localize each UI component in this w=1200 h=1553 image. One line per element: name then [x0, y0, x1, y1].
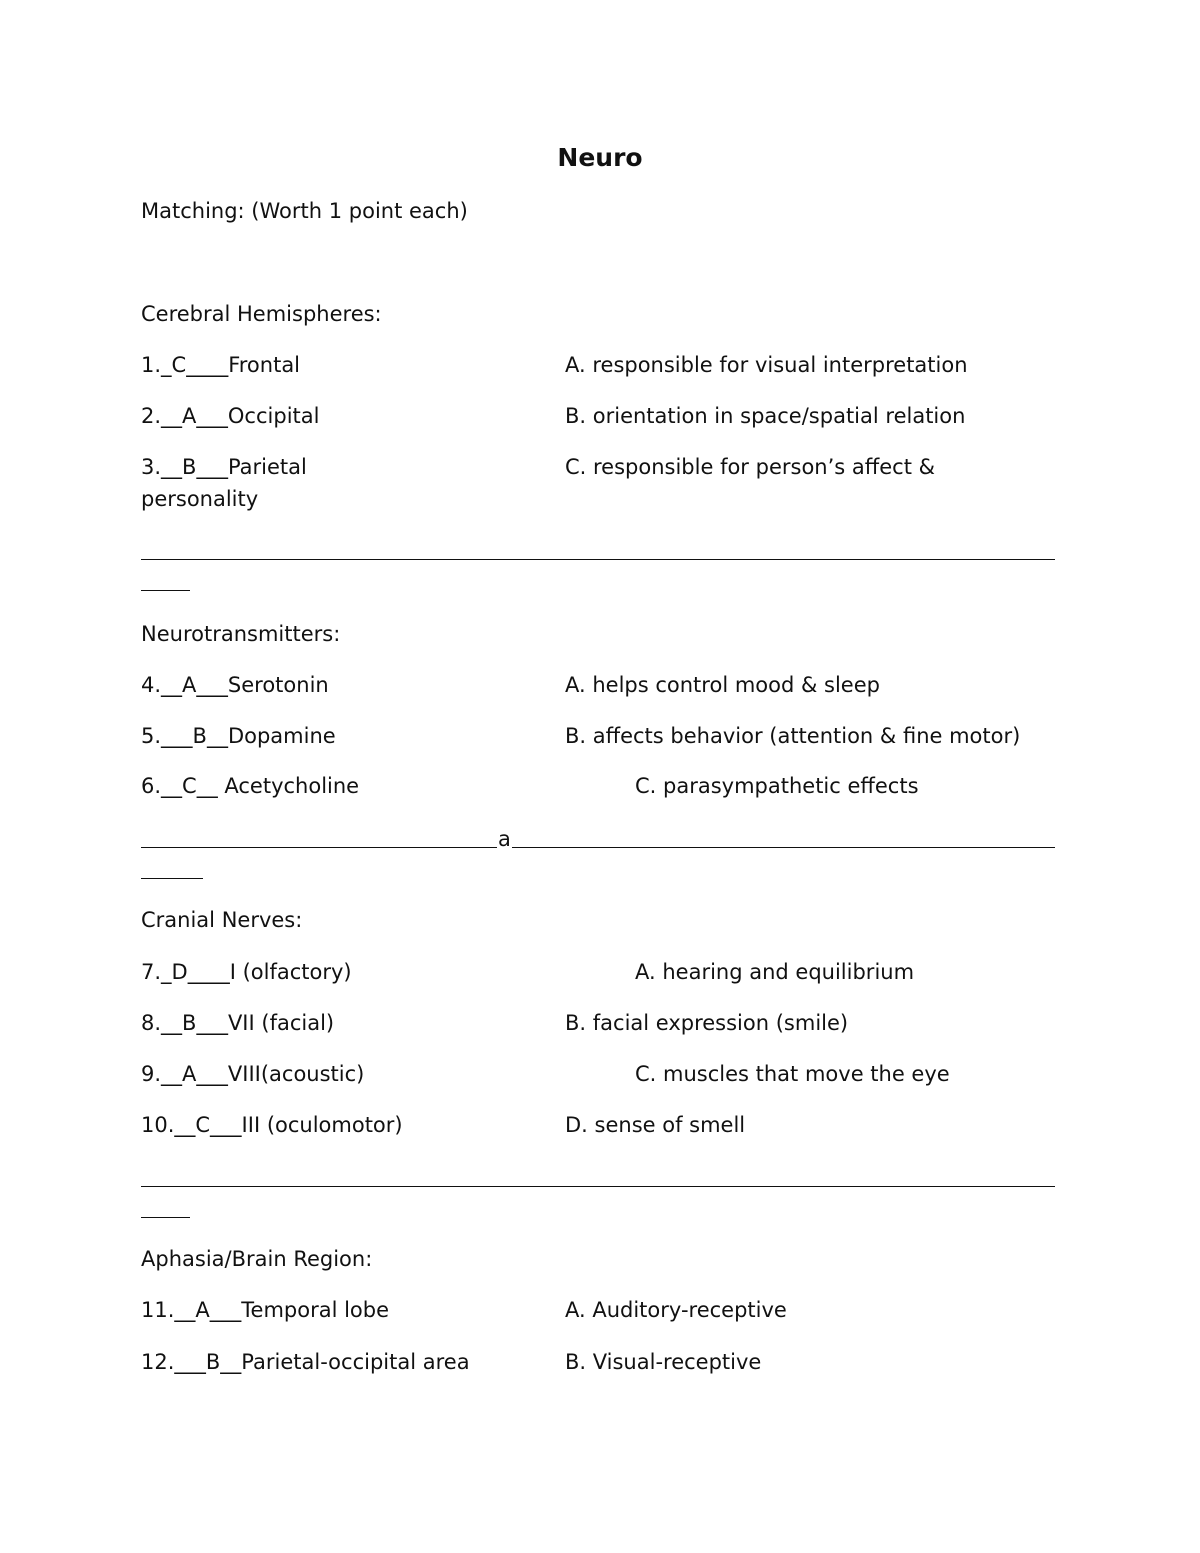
divider-line	[141, 1186, 1055, 1187]
question-5: 5.___B__Dopamine	[141, 724, 336, 748]
instructions: Matching: (Worth 1 point each)	[141, 199, 468, 223]
wrapped-text: personality	[141, 487, 259, 511]
answer-option-b: B. Visual-receptive	[565, 1350, 762, 1374]
divider-line-tail	[141, 878, 203, 879]
divider-line	[141, 559, 1055, 560]
question-11: 11.__A___Temporal lobe	[141, 1298, 390, 1322]
answer-option-a: A. helps control mood & sleep	[565, 673, 880, 697]
question-3: 3.__B___Parietal	[141, 455, 307, 479]
question-7: 7._D____I (olfactory)	[141, 960, 352, 984]
section-heading-aphasia: Aphasia/Brain Region:	[141, 1247, 373, 1271]
question-4: 4.__A___Serotonin	[141, 673, 329, 697]
answer-option-b: B. affects behavior (attention & fine motor)	[565, 724, 1021, 748]
answer-option-a: A. Auditory-receptive	[565, 1298, 787, 1322]
question-2: 2.__A___Occipital	[141, 404, 320, 428]
answer-option-c: C. responsible for person’s affect &	[565, 455, 935, 479]
question-12: 12.___B__Parietal-occipital area	[141, 1350, 470, 1374]
answer-option-b: B. facial expression (smile)	[565, 1011, 849, 1035]
answer-option-c: C. parasympathetic effects	[635, 774, 919, 798]
divider-line-tail	[141, 590, 190, 591]
answer-option-d: D. sense of smell	[565, 1113, 746, 1137]
stray-letter: a	[498, 827, 511, 851]
divider-line	[141, 847, 1055, 848]
answer-option-b: B. orientation in space/spatial relation	[565, 404, 966, 428]
section-heading-cranial: Cranial Nerves:	[141, 908, 303, 932]
section-heading-cerebral: Cerebral Hemispheres:	[141, 302, 382, 326]
question-6: 6.__C__ Acetycholine	[141, 774, 360, 798]
section-heading-neurotransmitters: Neurotransmitters:	[141, 622, 341, 646]
answer-option-a: A. responsible for visual interpretation	[565, 353, 968, 377]
answer-option-c: C. muscles that move the eye	[635, 1062, 950, 1086]
question-1: 1._C____Frontal	[141, 353, 301, 377]
question-9: 9.__A___VIII(acoustic)	[141, 1062, 365, 1086]
divider-line-tail	[141, 1217, 190, 1218]
answer-option-a: A. hearing and equilibrium	[635, 960, 915, 984]
page-title: Neuro	[557, 143, 643, 172]
question-10: 10.__C___III (oculomotor)	[141, 1113, 403, 1137]
question-8: 8.__B___VII (facial)	[141, 1011, 335, 1035]
